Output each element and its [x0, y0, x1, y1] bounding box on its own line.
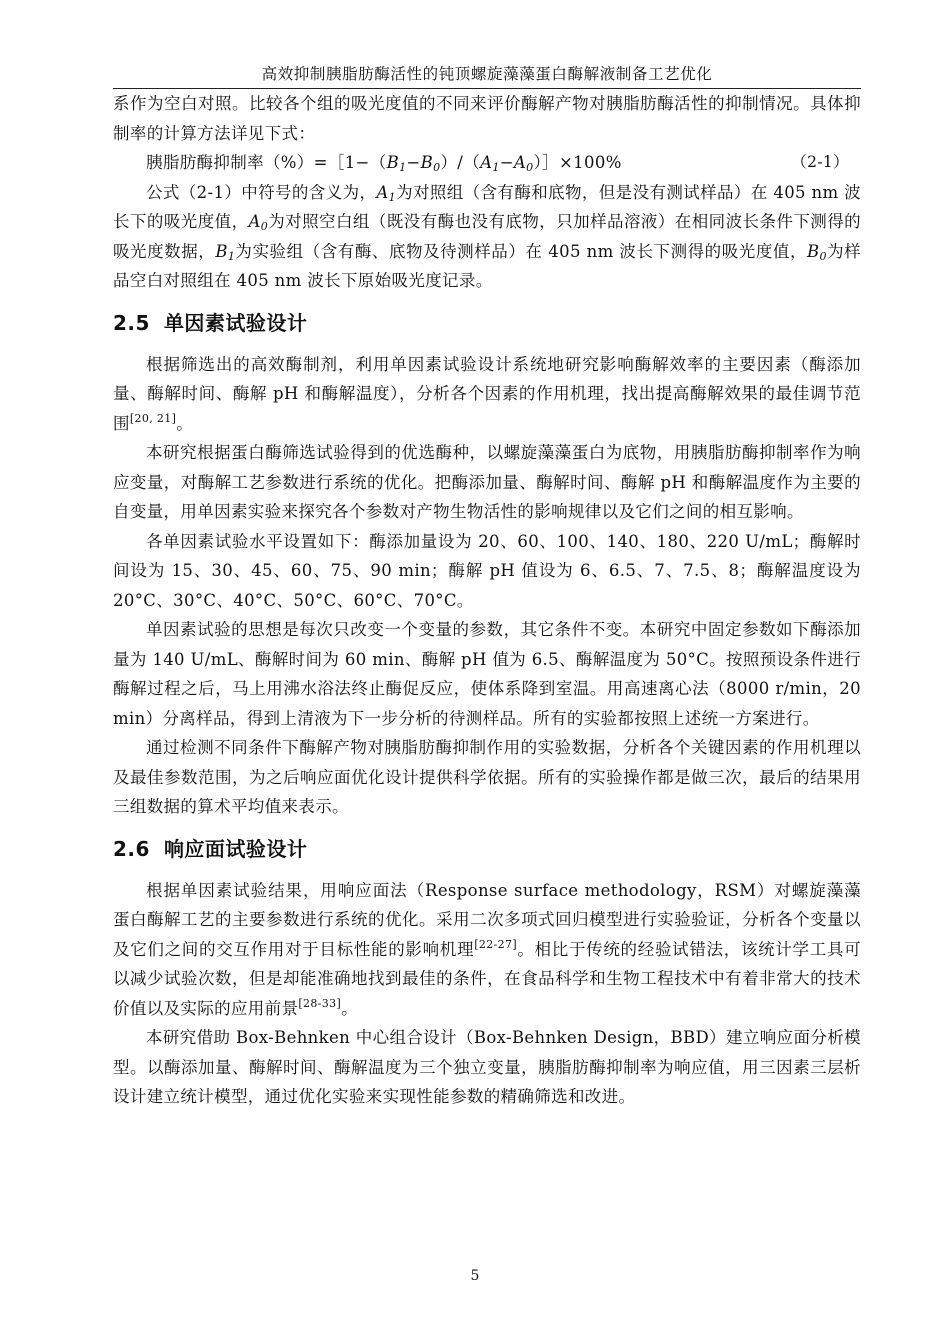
- page-body: [113, 89, 861, 1112]
- formula-number: （2-1）: [791, 153, 849, 171]
- paragraph: 根据筛选出的高效酶制剂，利用单因素试验设计系统地研究影响酶解效率的主要因素（酶添加量、酶解时间、酶解 pH 和酶解温度），分析各个因素的作用机理，找出提高酶解效果的最佳调节范围[20, 21]。: [113, 354, 861, 433]
- var-B0: $B_0$: [807, 241, 827, 263]
- section-title: 单因素试验设计: [163, 310, 308, 335]
- paragraph: 根据单因素试验结果，用响应面法（Response surface methodology，RSM）对螺旋藻藻蛋白酶解工艺的主要参数进行系统的优化。采用二次多项式回归模型进行实验验证，分析各个变量以及它们之间的交互作用对于目标性能的影响机理[22-27]。相比于传统的经验试错法，该统计学工具可以减少试验次数，但是却能准确地找到最佳的条件，在食品科学和生物工程技术中有着非常大的技术价值以及实际的应用前景[28-33]。: [113, 880, 862, 1018]
- running-header: 高效抑制胰脂肪酶活性的钝顶螺旋藻藻蛋白酶解液制备工艺优化: [261, 65, 713, 83]
- formula-explanation: 公式（2-1）中符号的含义为，$A_1$为对照组（含有酶和底物，但是没有测试样品）在 405 nm 波长下的吸光度值，$A_0$为对照空白组（既没有酶也没有底物，只加样品溶液）在相同波长条件下测得的吸光度数据，$B_1$为实验组（含有酶、底物及待测样品）在 405 nm 波长下测得的吸光度值，$B_0$为样品空白对照组在 405 nm 波长下原始吸光度记录。: [113, 182, 862, 290]
- formula-label: 胰脂肪酶抑制率（%）=［1−（: [146, 153, 387, 172]
- paragraph-continuation: 系作为空白对照。比较各个组的吸光度值的不同来评价酶解产物对胰脂肪酶活性的抑制情况。具体抑制率的计算方法详见下式：: [113, 94, 861, 143]
- formula-minus: −: [406, 153, 421, 172]
- formula-var-B1: $B_1$: [386, 153, 407, 174]
- section-heading-2-6: [113, 834, 861, 864]
- formula-line: [113, 148, 861, 178]
- var-B1: $B_1$: [215, 241, 236, 263]
- section-number: 2.6: [113, 836, 150, 861]
- paragraph: 本研究根据蛋白酶筛选试验得到的优选酶种，以螺旋藻藻蛋白为底物，用胰脂肪酶抑制率作为响应变量，对酶解工艺参数进行系统的优化。把酶添加量、酶解时间、酶解 pH 和酶解温度作为主要的自变量，用单因素实验来探究各个参数对产物生物活性的影响规律以及它们之间的相互影响。: [113, 443, 861, 521]
- paragraph: 本研究借助 Box-Behnken 中心组合设计（Box-Behnken Design，BBD）建立响应面分析模型。以酶添加量、酶解时间、酶解温度为三个独立变量，胰脂肪酶抑制率为响应值，用三因素三层析设计建立统计模型，通过优化实验来实现性能参数的精确筛选和改进。: [113, 1028, 861, 1106]
- page-number: 5: [470, 1268, 480, 1284]
- paragraph: 通过检测不同条件下酶解产物对胰脂肪酶抑制作用的实验数据，分析各个关键因素的作用机理以及最佳参数范围，为之后响应面优化设计提供科学依据。所有的实验操作都是做三次，最后的结果用三组数据的算术平均值来表示。: [113, 738, 861, 816]
- section-number: 2.5: [113, 310, 150, 335]
- citation: [28-33]: [298, 996, 342, 1010]
- section-title: 响应面试验设计: [163, 836, 308, 861]
- paragraph: 各单因素试验水平设置如下：酶添加量设为 20、60、100、140、180、220 U/mL；酶解时间设为 15、30、45、60、75、90 min；酶解 pH 值设为 6、6.5、7、7.5、8；酶解温度设为 20°C、30°C、40°C、50°C、60°C、70°C。: [113, 531, 861, 610]
- formula-tail: ）］×100%: [533, 153, 622, 172]
- formula-minus: −: [499, 153, 514, 172]
- citation: [22-27]: [474, 937, 517, 951]
- formula-var-A1: $A_1$: [480, 153, 500, 174]
- paragraph: 单因素试验的思想是每次只改变一个变量的参数，其它条件不变。本研究中固定参数如下酶添加量为 140 U/mL、酶解时间为 60 min、酶解 pH 值为 6.5、酶解温度为 50°C。按照预设条件进行酶解过程之后，马上用沸水浴法终止酶促反应，使体系降到室温。用高速离心法（8000 r/min，20 min）分离样品，得到上清液为下一步分析的待测样品。所有的实验都按照上述统一方案进行。: [113, 620, 861, 728]
- var-A0: $A_0$: [248, 212, 269, 233]
- section-heading-2-5: [113, 308, 861, 338]
- formula-var-A0: $A_0$: [513, 153, 534, 174]
- var-A1: $A_1$: [376, 182, 397, 204]
- citation: [20, 21]: [129, 411, 177, 425]
- formula-var-B0: $B_0$: [420, 153, 441, 174]
- formula-mid: ）/（: [440, 153, 481, 172]
